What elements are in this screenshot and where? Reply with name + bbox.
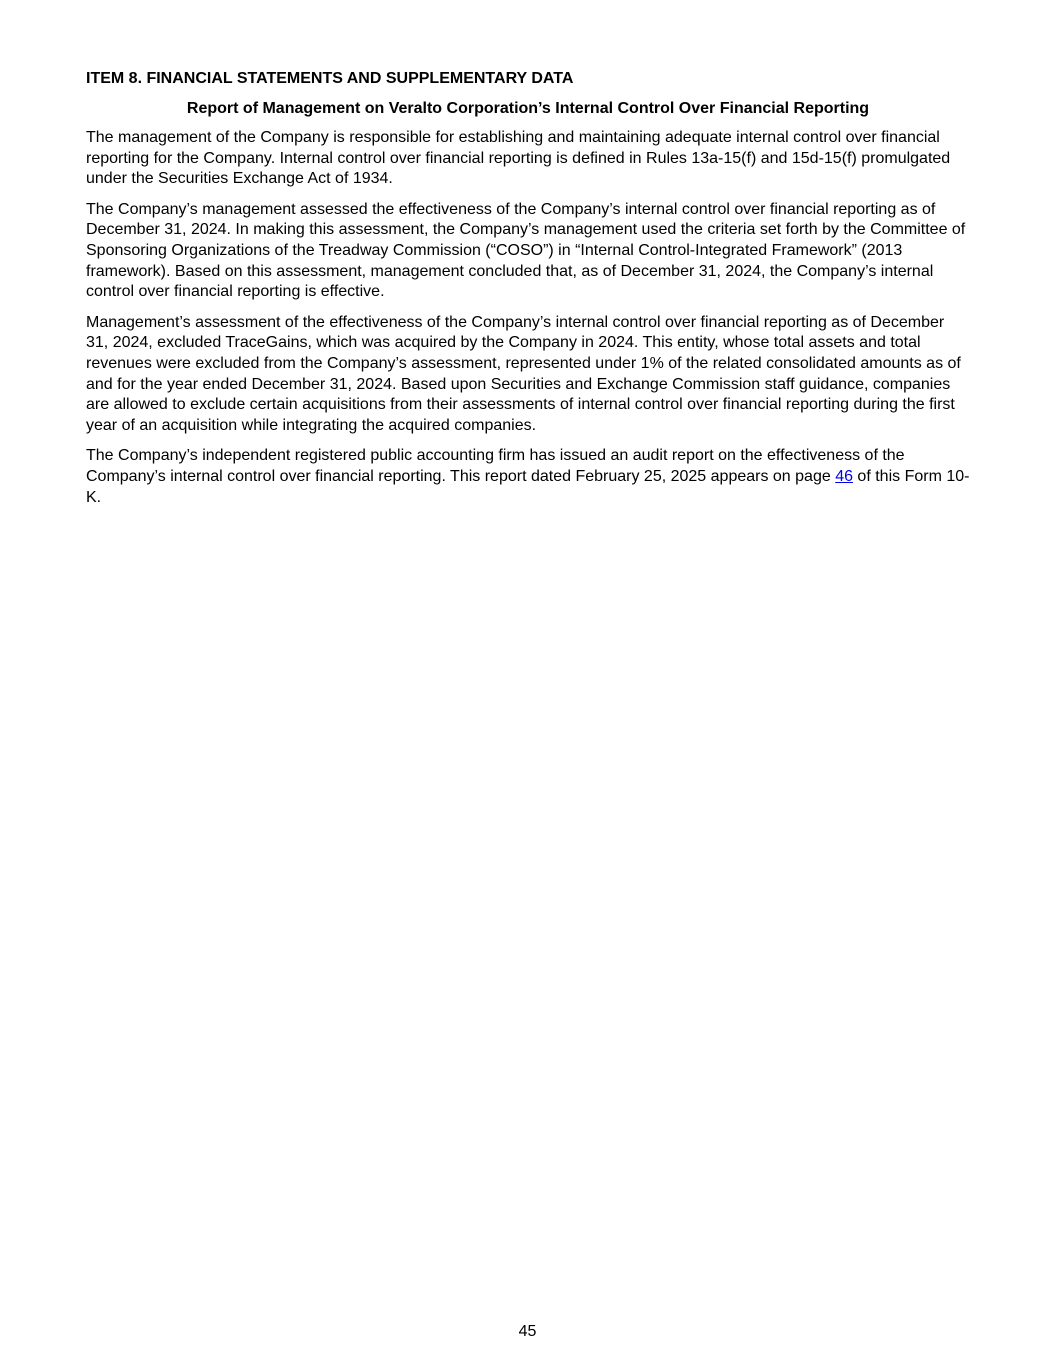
- report-title: Report of Management on Veralto Corporation’s Internal Control Over Financial Reporting: [186, 100, 870, 117]
- audit-report-text-before: The Company’s independent registered public accounting firm has issued an audit report on the effectiveness of the Company’s internal control over financial reporting. This report dated February 25, 2025 appears on page: [86, 447, 905, 485]
- paragraph-assessment: The Company’s management assessed the effectiveness of the Company’s internal control over financial reporting as of December 31, 2024. In making this assessment, the Company’s management used the criteria set forth by the Committee of Sponsoring Organizations of the Treadway Commission (“COSO”) in “Internal Control-Integrated Framework” (2013 framework). Based on this assessment, management concluded that, as of December 31, 2024, the Company’s internal control over financial reporting is effective.: [86, 200, 966, 301]
- paragraph-audit-report: [86, 446, 970, 508]
- page-number: 45: [518, 1323, 537, 1340]
- document-page: [86, 68, 970, 508]
- paragraph-responsibility: The management of the Company is responsible for establishing and maintaining adequate internal control over financial reporting for the Company. Internal control over financial reporting is defined in Rules 13a-15(f) and 15d-15(f) promulgated under the Securities Exchange Act of 1934.: [86, 129, 951, 188]
- audit-report-text-after: of this Form 10-K.: [86, 467, 970, 506]
- page-46-link[interactable]: 46: [835, 467, 853, 485]
- paragraph-exclusion: Management’s assessment of the effectiveness of the Company’s internal control over financial reporting as of December 31, 2024, excluded TraceGains, which was acquired by the Company in 2024. This entity, whose total assets and total revenues were excluded from the Company’s assessment, represented under 1% of the related consolidated amounts as of and for the year ended December 31, 2024. Based upon Securities and Exchange Commission staff guidance, companies are allowed to exclude certain acquisitions from their assessments of internal control over financial reporting during the first year of an acquisition while integrating the acquired companies.: [86, 313, 961, 434]
- item-heading: ITEM 8. FINANCIAL STATEMENTS AND SUPPLEMENTARY DATA: [86, 70, 574, 87]
